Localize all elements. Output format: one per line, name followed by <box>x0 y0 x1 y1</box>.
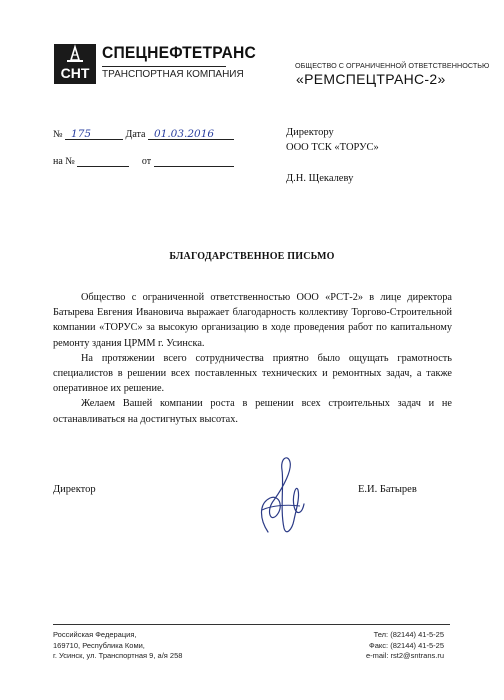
email-text: e-mail: rst2@sntrans.ru <box>365 651 444 660</box>
number-value: 175 <box>71 128 92 140</box>
org-name: «РЕМСПЕЦТРАНС-2» <box>296 71 446 87</box>
body-paragraph: Желаем Вашей компании роста в решении всех строительных задач и не останавливаться на достигнутых высотах. <box>53 398 452 425</box>
fax-text: Факс: (82144) 41-5-25 <box>369 640 444 650</box>
footer-contacts <box>340 630 444 662</box>
letter-body <box>53 290 452 427</box>
addressee-name: Д.Н. Щекалеву <box>286 173 354 184</box>
phone-text: Тел: (82144) 41-5-25 <box>373 630 444 639</box>
brand-divider <box>102 66 226 67</box>
body-paragraph: Общество с ограниченной ответственностью ООО «РСТ-2» в лице директора Батырева Евгения Ивановича выражает благодарность коллективу Торгово-Строительной компании «ТОРУС» за высокую организацию в ходе проведения работ по капитальному ремонту здания ЦРММ г. Усинска. <box>53 292 452 349</box>
reply-label: на № <box>53 156 75 167</box>
outgoing-number-row <box>53 128 234 140</box>
reply-field <box>77 155 129 167</box>
date-label: Дата <box>125 129 146 140</box>
date-field <box>148 128 234 140</box>
brand-subtitle: ТРАНСПОРТНАЯ КОМПАНИЯ <box>102 69 244 80</box>
body-paragraph: На протяжении всего сотрудничества приятно было ощущать грамотность специалистов в решении всех поставленных технических и ремонтных задач, а также оперативное их решение. <box>53 352 452 395</box>
brand-name: СПЕЦНЕФТЕТРАНС <box>102 43 256 62</box>
address-line: 169710, Республика Коми, <box>53 640 145 650</box>
handwritten-signature <box>240 440 320 550</box>
addressee-title: Директору <box>286 127 334 138</box>
svg-text:СНТ: СНТ <box>60 65 90 81</box>
from-field <box>154 155 234 167</box>
org-legal-form: ОБЩЕСТВО С ОГРАНИЧЕННОЙ ОТВЕТСТВЕННОСТЬЮ <box>295 61 490 70</box>
footer-address <box>53 630 182 662</box>
signatory-name: Е.И. Батырев <box>358 484 417 495</box>
footer-divider <box>53 624 450 625</box>
number-field <box>65 128 123 140</box>
signatory-position: Директор <box>53 484 96 495</box>
company-logo <box>54 44 96 84</box>
date-value: 01.03.2016 <box>153 128 215 140</box>
reply-ref-row <box>53 155 234 167</box>
addressee-company: ООО ТСК «ТОРУС» <box>286 142 379 153</box>
address-line: Российская Федерация, <box>53 630 137 639</box>
logo-emblem-icon <box>54 44 96 84</box>
address-line: г. Усинск, ул. Транспортная 9, а/я 258 <box>53 651 183 660</box>
number-label: № <box>53 129 63 140</box>
letter-title: БЛАГОДАРСТВЕННОЕ ПИСЬМО <box>169 251 335 262</box>
from-label: от <box>141 156 152 167</box>
